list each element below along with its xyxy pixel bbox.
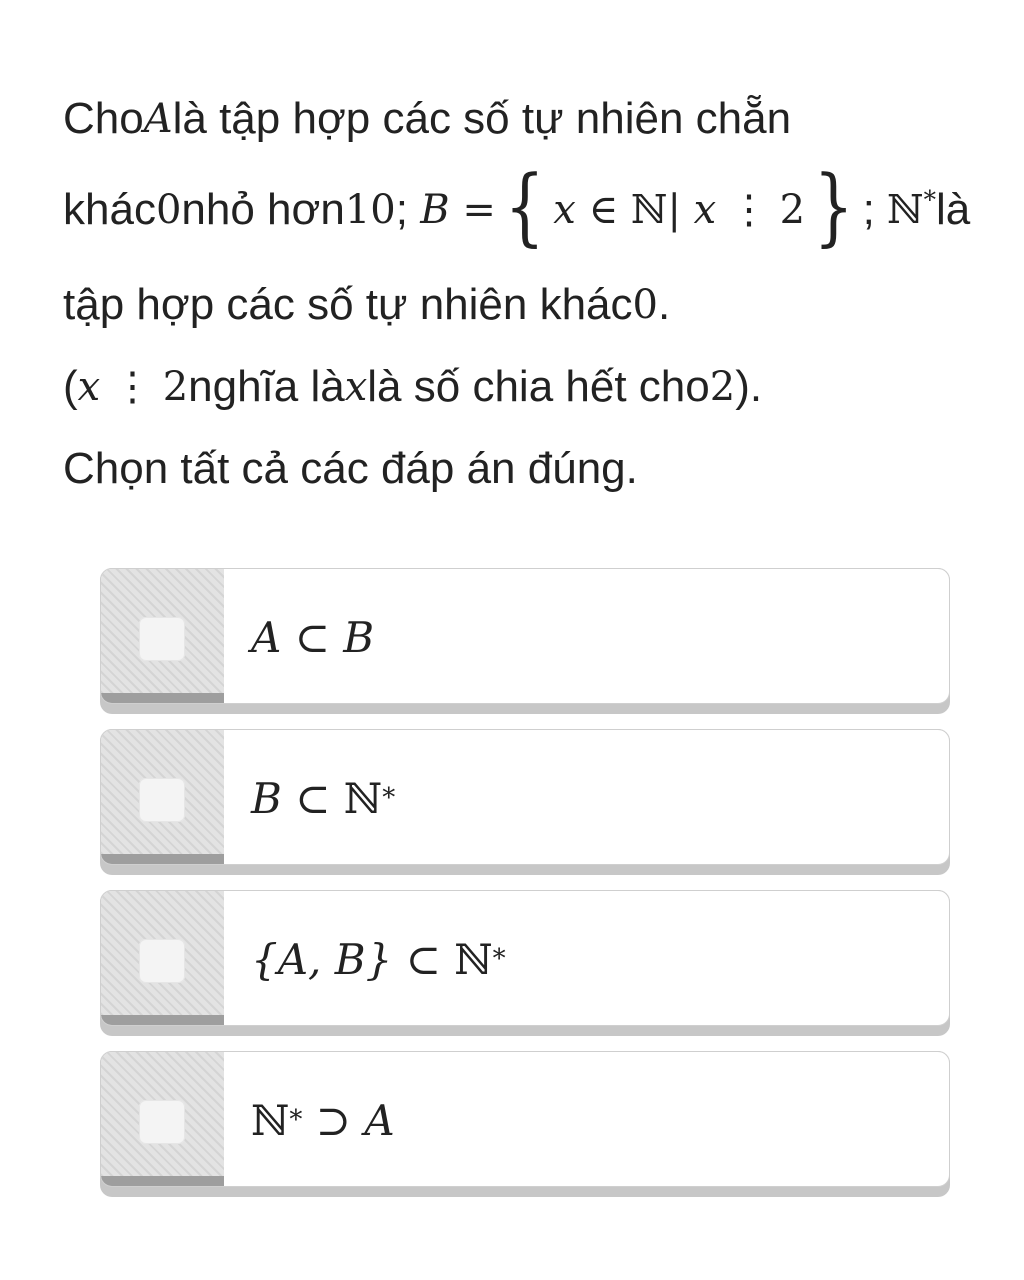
checkbox[interactable] bbox=[139, 617, 185, 661]
math-natural-numbers: ℕ bbox=[887, 187, 924, 233]
answer-option-1[interactable] bbox=[100, 568, 950, 714]
panel-shadow bbox=[101, 1015, 224, 1025]
question-text-segment: khác bbox=[63, 184, 156, 234]
question-line-1 bbox=[63, 82, 993, 156]
math-number: 10 bbox=[344, 187, 396, 233]
checkbox[interactable] bbox=[139, 1100, 185, 1144]
math-var-x: x bbox=[693, 187, 717, 233]
math-term: B bbox=[343, 612, 375, 662]
question-text-segment: ). bbox=[735, 361, 763, 411]
question-text-segment: là tập hợp các số tự nhiên chẵn bbox=[172, 93, 792, 143]
question-text-segment: ( bbox=[63, 361, 78, 411]
answer-options bbox=[100, 568, 950, 1212]
math-subset-symbol: ⊂ bbox=[405, 934, 441, 984]
question-text bbox=[63, 82, 993, 510]
answer-label: ℕ * ⊃ A bbox=[251, 1095, 395, 1145]
math-var-x: x bbox=[77, 364, 101, 410]
instruction-text: Chọn tất cả các đáp án đúng. bbox=[63, 443, 638, 493]
panel-shadow bbox=[101, 854, 224, 864]
math-number: 0 bbox=[632, 282, 658, 328]
question-text-segment: . bbox=[657, 279, 671, 329]
math-divisible-symbol: ⋮ bbox=[728, 187, 767, 233]
question-text-segment: là bbox=[936, 184, 971, 234]
question-text-segment: Cho bbox=[63, 93, 144, 143]
math-subset-symbol: ⊂ bbox=[295, 773, 331, 823]
math-number: 2 bbox=[779, 187, 806, 233]
math-term: {A, B} bbox=[251, 934, 393, 984]
math-superscript: * bbox=[923, 185, 937, 215]
question-text-segment: là số chia hết cho bbox=[367, 361, 710, 411]
answer-card[interactable] bbox=[100, 1051, 950, 1187]
math-subset-symbol: ⊂ bbox=[294, 612, 330, 662]
math-number: 2 bbox=[709, 364, 736, 410]
answer-label: {A, B} ⊂ ℕ * bbox=[251, 934, 506, 984]
set-definition-B bbox=[420, 157, 862, 255]
question-text-segment: ; bbox=[862, 184, 875, 234]
checkbox-panel[interactable] bbox=[101, 730, 224, 864]
math-superset-symbol: ⊃ bbox=[315, 1095, 351, 1145]
question-text-segment: ; bbox=[395, 184, 408, 234]
answer-card[interactable] bbox=[100, 729, 950, 865]
math-natural-numbers: ℕ bbox=[343, 773, 383, 823]
math-natural-numbers: ℕ bbox=[251, 1095, 290, 1145]
question-text-segment: tập hợp các số tự nhiên khác bbox=[63, 279, 633, 329]
math-term: A bbox=[364, 1095, 395, 1145]
question-line-2 bbox=[63, 156, 993, 264]
checkbox[interactable] bbox=[139, 778, 185, 822]
math-natural-numbers: ℕ bbox=[454, 934, 493, 984]
question-line-5 bbox=[63, 428, 993, 510]
math-set-lhs: B = bbox=[420, 187, 496, 233]
math-var-x: x bbox=[344, 364, 368, 410]
question-text-segment: nghĩa là bbox=[188, 361, 345, 411]
checkbox-panel[interactable] bbox=[101, 1052, 224, 1186]
answer-label bbox=[251, 569, 374, 704]
math-number: 2 bbox=[162, 364, 189, 410]
math-var-A: A bbox=[143, 96, 173, 142]
question-text-segment: nhỏ hơn bbox=[181, 184, 345, 234]
answer-label: B ⊂ ℕ * bbox=[251, 773, 396, 823]
math-element-of: ∈ bbox=[588, 187, 619, 233]
question-line-3 bbox=[63, 264, 993, 346]
question-line-4 bbox=[63, 346, 993, 428]
answer-card[interactable] bbox=[100, 568, 950, 704]
checkbox-panel[interactable] bbox=[101, 569, 224, 703]
math-term: B bbox=[251, 773, 282, 823]
math-natural-numbers: ℕ| bbox=[630, 187, 681, 233]
math-term: A bbox=[251, 612, 282, 662]
brace-open: { bbox=[504, 157, 545, 255]
math-divisible-symbol: ⋮ bbox=[112, 364, 151, 410]
panel-shadow bbox=[101, 693, 224, 703]
math-var-x: x bbox=[553, 187, 576, 233]
math-number: 0 bbox=[155, 187, 182, 233]
answer-option-3[interactable] bbox=[100, 890, 950, 1036]
answer-option-2[interactable] bbox=[100, 729, 950, 875]
brace-close: } bbox=[813, 157, 854, 255]
math-nstar bbox=[887, 187, 936, 233]
answer-option-4[interactable] bbox=[100, 1051, 950, 1197]
panel-shadow bbox=[101, 1176, 224, 1186]
checkbox-panel[interactable] bbox=[101, 891, 224, 1025]
answer-card[interactable] bbox=[100, 890, 950, 1026]
checkbox[interactable] bbox=[139, 939, 185, 983]
